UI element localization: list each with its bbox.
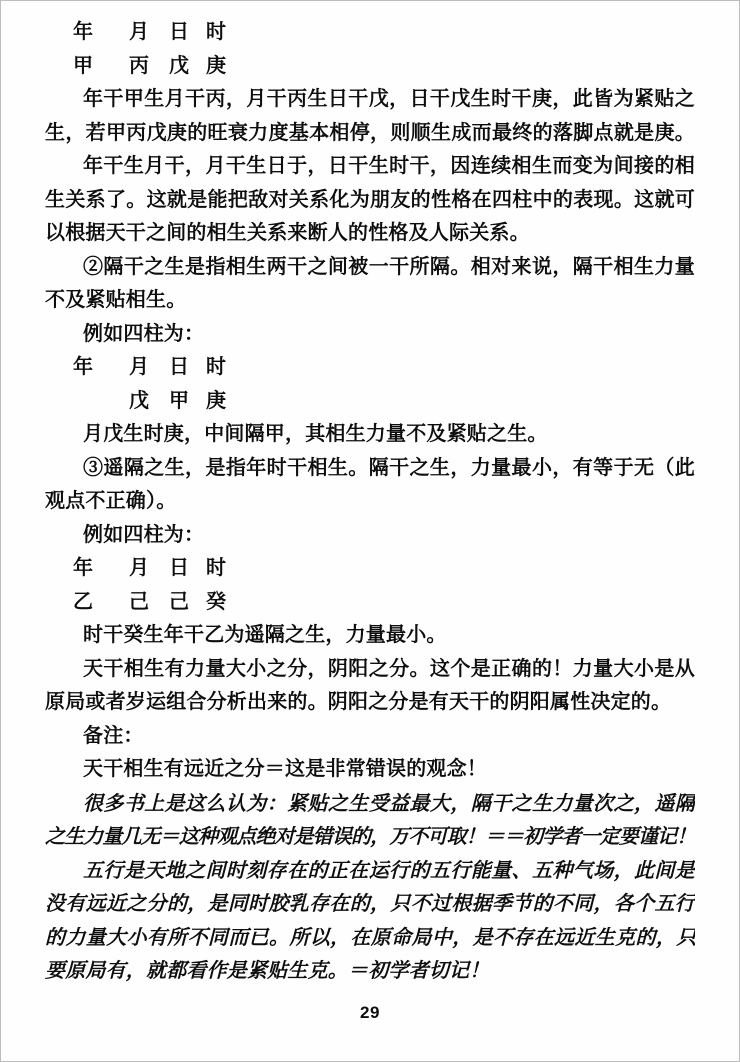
pillar-table-1-header [45,16,695,50]
pillar-cell: 时 [206,356,227,378]
note-line: 天干相生有远近之分＝这是非常错误的观念！ [83,758,487,780]
text-block [1,1,739,1023]
pillar-cell: 庚 [206,54,227,77]
pillar-table-3-row [45,586,695,620]
text-line: 原局或者岁运组合分析出来的。阴阳之分是有天干的阴阳属性决定的。 [45,691,672,713]
pillar-table-2-row [45,385,695,419]
pillar-cell: 日 [169,21,190,43]
pillar-cell: 甲 [73,54,94,77]
pillar-cell: 己 [129,590,150,613]
pillar-cell: 年 [73,21,94,43]
pillar-cell: 年 [73,557,94,579]
text-line: 生，若甲丙戊庚的旺衰力度基本相停，则顺生成而最终的落脚点就是庚。 [45,121,695,144]
pillar-cell: 癸 [206,590,227,613]
text-line: 年干甲生月干丙，月干丙生日干戊，日干戊生时干庚，此皆为紧贴之 [83,88,695,110]
text-line: 没有远近之分的，是同时胶乳存在的，只不过根据季节的不同，各个五行 [45,891,695,915]
text-line: 要原局有，就都看作是紧贴生克。＝初学者切记！ [45,958,490,982]
text-line: 很多书上是这么认为：紧贴之生受益最大，隔干之生力量次之，遥隔 [83,790,695,815]
text-line: 以根据天干之间的相生关系来断人的性格及人际关系。 [45,222,530,244]
pillar-cell: 丙 [129,54,150,77]
pillar-cell: 月 [129,21,150,43]
pillar-cell: 甲 [169,389,190,412]
text-line: 之生力量几无＝这种观点绝对是错误的，万不可取！＝＝初学者一定要谨记！ [45,824,695,848]
text-line: 时干癸生年干乙为遥隔之生，力量最小。 [83,624,447,646]
pillar-table-2-header [45,351,695,385]
pillar-cell: 日 [169,557,190,579]
pillar-table-1-row [45,50,695,84]
text-line: 五行是天地之间时刻存在的正在运行的五行能量、五种气场，此间是 [83,857,695,882]
text-line: 例如四柱为： [83,523,205,546]
pillar-cell: 月 [129,356,150,378]
pillar-cell: 月 [129,557,150,579]
pillar-cell: 日 [169,356,190,378]
pillar-cell: 己 [169,590,190,613]
pillar-cell: 乙 [73,590,94,613]
text-line: ③遥隔之生，是指年时干相生。隔干之生，力量最小，有等于无（此 [83,456,695,479]
text-line: 例如四柱为： [83,322,205,345]
text-line: 天干相生有力量大小之分，阴阳之分。这个是正确的！力量大小是从 [83,657,695,680]
text-line: 观点不正确）。 [45,490,177,512]
text-line: 的力量大小有所不同而已。所以，在原命局中，是不存在远近生克的，只 [45,924,695,949]
text-line: ②隔干之生是指相生两干之间被一干所隔。相对来说，隔干相生力量 [83,255,695,278]
pillar-cell: 年 [73,356,94,378]
pillar-cell: 时 [206,21,227,43]
pillar-cell: 戊 [169,54,190,77]
text-line: 备注： [83,724,144,747]
text-line: 不及紧贴相生。 [45,289,187,311]
page-number: 29 [360,1002,380,1022]
text-line: 年干生月干，月干生日于，日干生时干，因连续相生而变为间接的相 [83,155,695,177]
pillar-table-3-header [45,552,695,586]
text-line: 月戊生时庚，中间隔甲，其相生力量不及紧贴之生。 [83,423,548,445]
pillar-cell: 庚 [206,389,227,412]
text-line: 生关系了。这就是能把敌对关系化为朋友的性格在四柱中的表现。这就可 [45,188,695,211]
pillar-cell: 戊 [129,389,150,412]
pillar-cell: 时 [206,557,227,579]
